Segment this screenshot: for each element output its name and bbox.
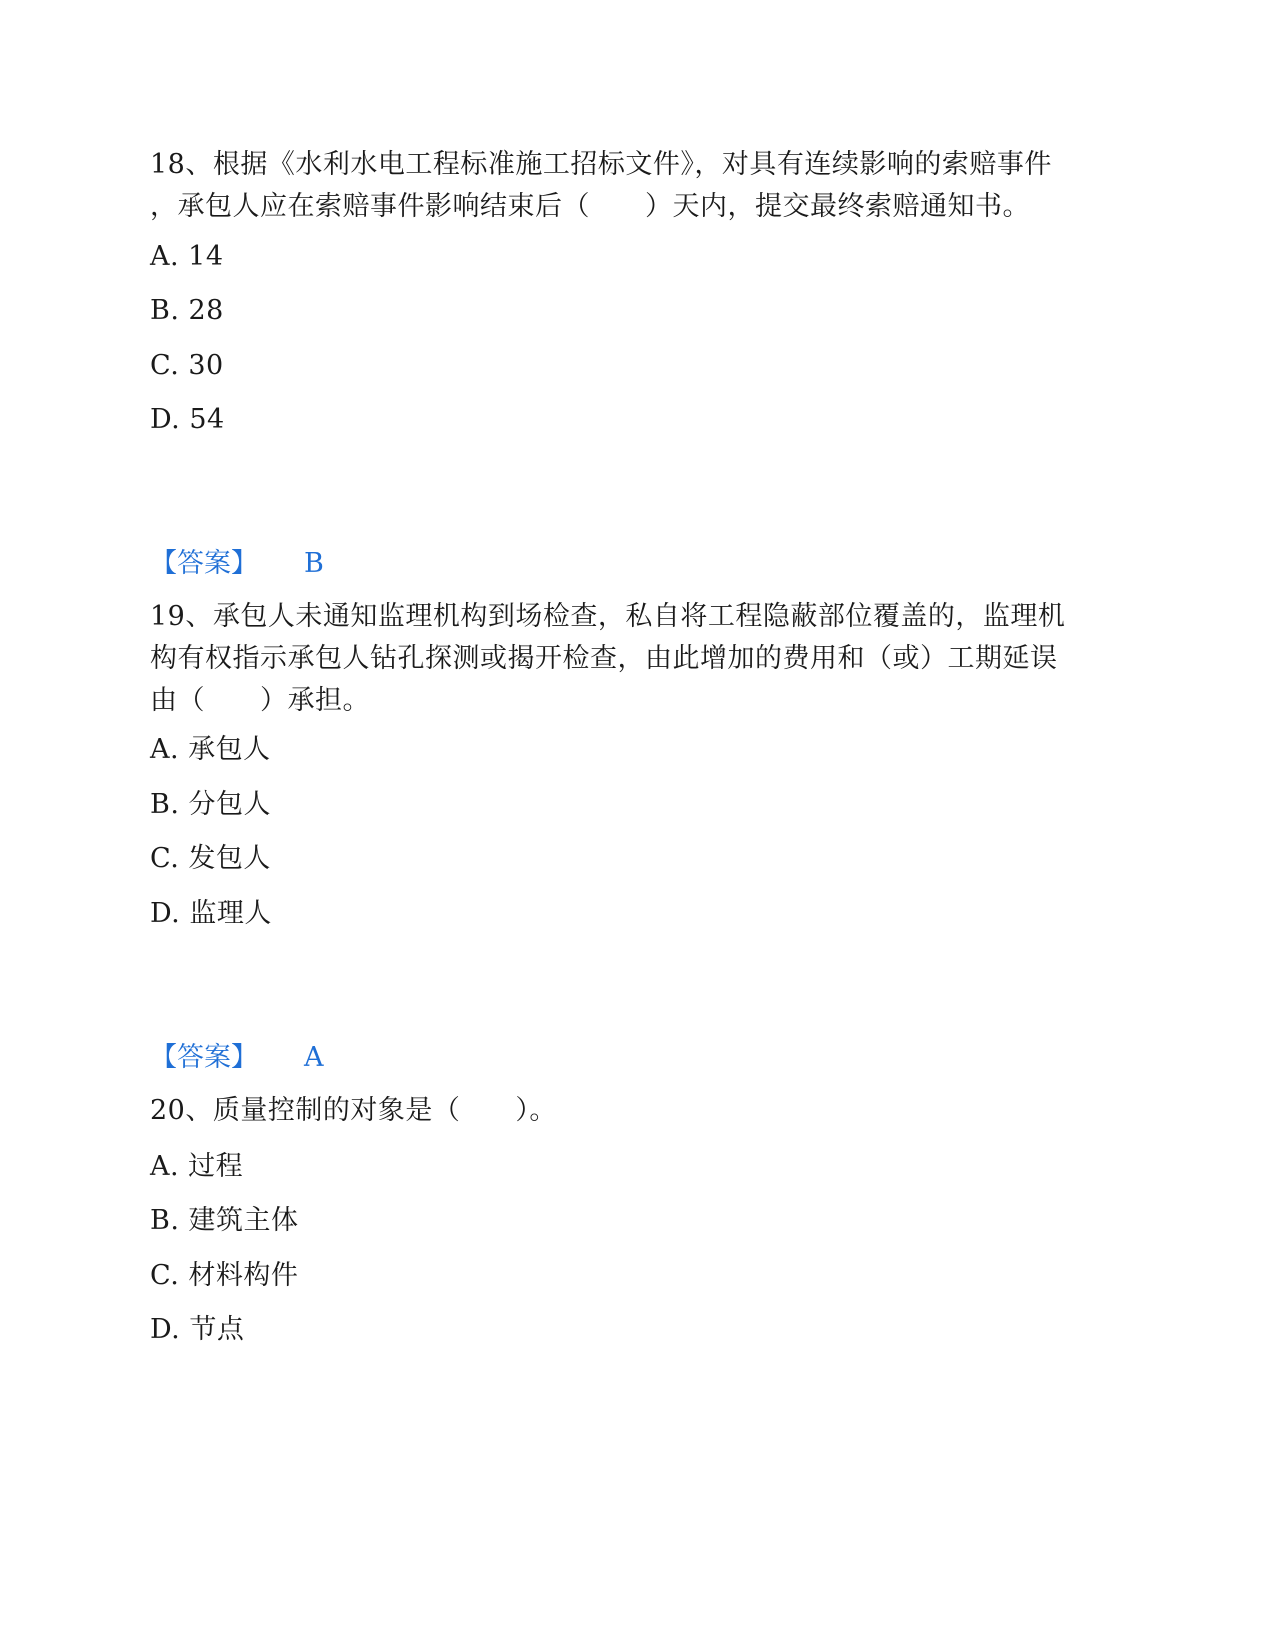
question-19-line-2: 构有权指示承包人钻孔探测或揭开检查，由此增加的费用和（或）工期延误 xyxy=(150,643,1058,674)
q19-option-d: D. 监理人 xyxy=(150,898,272,929)
q20-option-a: A. 过程 xyxy=(150,1151,244,1182)
question-19-line-1: 19、承包人未通知监理机构到场检查，私自将工程隐蔽部位覆盖的，监理机 xyxy=(150,601,1066,632)
question-18 xyxy=(150,144,1110,228)
question-20 xyxy=(150,1090,1110,1132)
q18-option-b: B. 28 xyxy=(150,295,224,326)
q19-option-c: C. 发包人 xyxy=(150,843,271,874)
question-18-line-2: ，承包人应在索赔事件影响结束后（ ）天内，提交最终索赔通知书。 xyxy=(150,191,1030,222)
answer-18-value: B xyxy=(304,548,324,579)
q19-option-a: A. 承包人 xyxy=(150,734,271,765)
q20-option-c: C. 材料构件 xyxy=(150,1260,299,1291)
q18-option-d: D. 54 xyxy=(150,404,225,435)
answer-18 xyxy=(150,544,324,584)
q18-option-c: C. 30 xyxy=(150,350,224,381)
question-20-line-1: 20、质量控制的对象是（ ）。 xyxy=(150,1095,557,1126)
q19-option-b: B. 分包人 xyxy=(150,789,272,820)
question-19-line-3: 由（ ）承担。 xyxy=(150,685,370,716)
question-19 xyxy=(150,596,1110,722)
answer-19-value: A xyxy=(304,1042,324,1073)
answer-19 xyxy=(150,1038,324,1078)
q18-option-a: A. 14 xyxy=(150,241,224,272)
question-18-line-1: 18、根据《水利水电工程标准施工招标文件》，对具有连续影响的索赔事件 xyxy=(150,149,1052,180)
answer-18-label: 【答案】 xyxy=(150,548,258,579)
answer-19-label: 【答案】 xyxy=(150,1042,258,1073)
q20-option-b: B. 建筑主体 xyxy=(150,1205,299,1236)
q20-option-d: D. 节点 xyxy=(150,1314,245,1345)
